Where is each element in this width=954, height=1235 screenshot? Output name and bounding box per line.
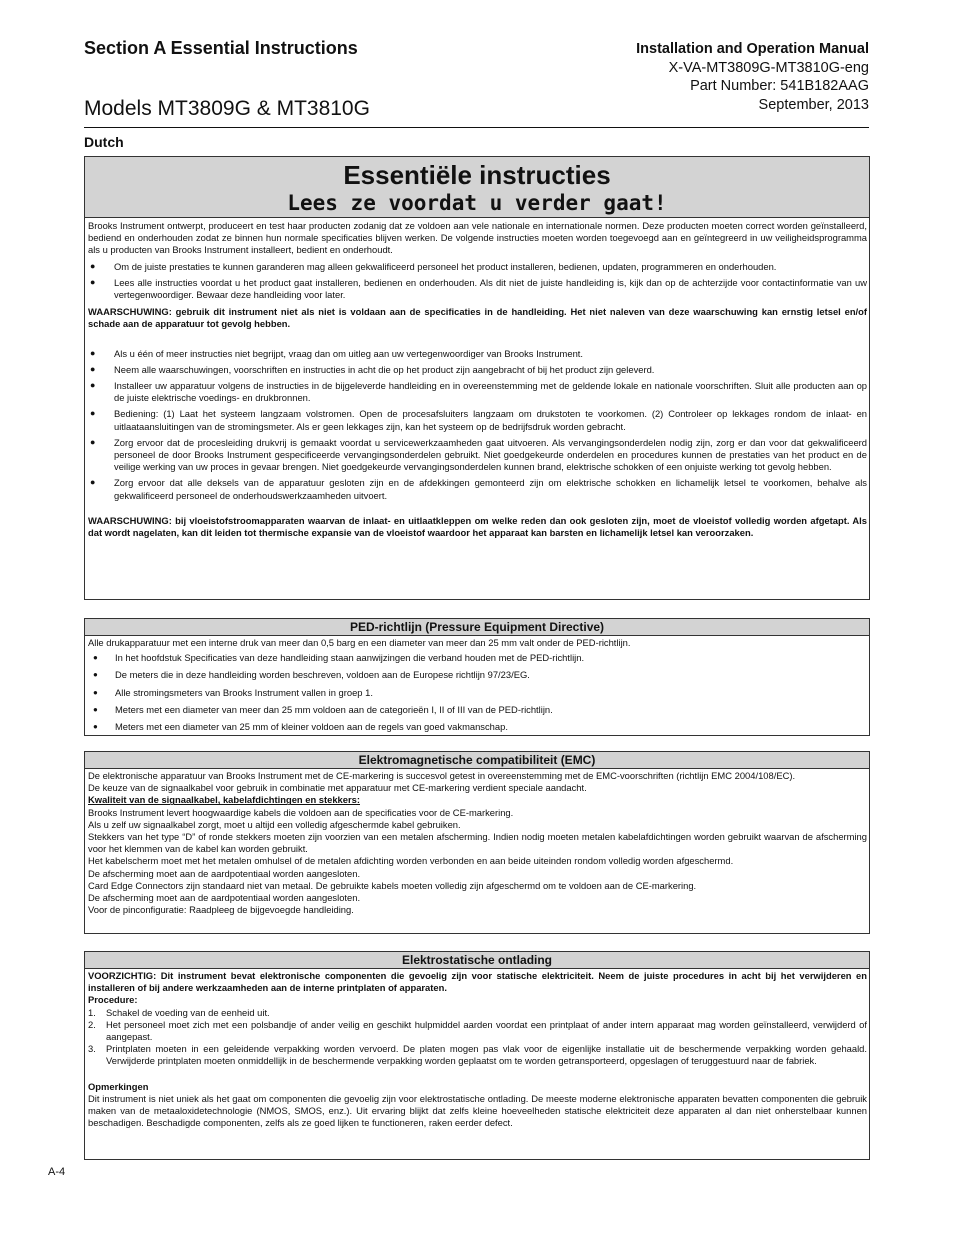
list-item: ● Om de juiste prestaties te kunnen garanderen mag alleen gekwalificeerd personeel het product installeren, bedienen, updaten, programmeren en onderhouden.	[90, 260, 777, 272]
list-item: ● Lees alle instructies voordat u het product gaat installeren, bedienen en onderhouden. Als dit niet de juiste handleiding is, kijk dan op de achterzijde voor contactinformatie van uw vertegenwoordiger. Bewaar deze handleiding voor later.	[90, 276, 867, 301]
emc-paragraph: Voor de pinconfiguratie: Raadpleeg de bijgevoegde handleiding.	[88, 904, 354, 916]
manual-title: Installation and Operation Manual	[636, 41, 869, 57]
procedure-step: 1. Schakel de voeding van de eenheid uit.	[88, 1006, 270, 1018]
manual-info	[636, 40, 869, 114]
esd-notes: Dit instrument is niet uniek als het gaat om componenten die gevoelig zijn voor elektrostatische ontlading. De meeste moderne elektronische apparaten bevatten componenten die gebruik maken van de metaaloxidetechnologie (NMOS, SMOS, enz.). Uit ervaring blijkt dat zelfs kleine hoeveelheden statische elektriciteit deze apparaten al dan niet onherstelbaar kunnen beschadigen. Beschadigde componenten, zelfs als ze goed lijken te functioneren, raken eerder defect.	[88, 1092, 867, 1129]
emc-paragraph: De keuze van de signaalkabel voor gebruik in combinatie met apparatuur met CE-markering verdient speciale aandacht.	[88, 782, 587, 794]
list-item: ● Als u één of meer instructies niet begrijpt, vraag dan om uitleg aan uw vertegenwoordiger van Brooks Instrument.	[90, 347, 583, 359]
bullet-icon: ●	[90, 380, 96, 391]
list-item: ● Installeer uw apparatuur volgens de instructies in de bijgeleverde handleiding en in overeenstemming met de geldende lokale en nationale voorschriften. Sluit alle producten aan op de juiste elektrische voedings- en drukbronnen.	[90, 380, 867, 404]
warning-2: WAARSCHUWING: bij vloeistofstroomapparaten waarvan de inlaat- en uitlaatkleppen om welke reden dan ook gesloten zijn, moet de vloeistof volledig worden afgetapt. Als dat wordt nagelaten, kan dit leiden tot thermische expansie van de vloeistof waardoor het apparaat kan barsten en lichamelijk letsel kan veroorzaken.	[88, 514, 867, 539]
essentials-body	[85, 218, 869, 541]
essentials-subtitle: Lees ze voordat u verder gaat!	[287, 191, 667, 215]
bullet-icon: ●	[90, 276, 96, 287]
bullet-icon: ●	[93, 704, 98, 714]
bullet-icon: ●	[90, 347, 96, 358]
models-title: Models MT3809G & MT3810G	[84, 97, 370, 120]
emc-paragraph: De afscherming moet aan de aardpotentiaal worden aangesloten.	[88, 892, 361, 904]
emc-paragraph: De elektronische apparatuur van Brooks Instrument met de CE-markering is succesvol getest in overeenstemming met de EMC-voorschriften (richtlijn EMC 2004/108/EC).	[88, 770, 796, 781]
notes-label: Opmerkingen	[88, 1080, 149, 1092]
bullet-icon: ●	[93, 653, 98, 663]
list-item: ● Alle stromingsmeters van Brooks Instrument vallen in groep 1.	[93, 686, 373, 698]
bullet-icon: ●	[90, 408, 96, 419]
esd-caution: VOORZICHTIG: Dit instrument bevat elektronische componenten die gevoelig zijn voor statische elektriciteit. Neem de juiste procedures in acht bij het verwijderen en installeren of bij andere werkzaamheden aan de interne printplaten of apparaten.	[88, 970, 867, 994]
bullet-icon: ●	[93, 722, 98, 732]
warning-1: WAARSCHUWING: gebruik dit instrument niet als niet is voldaan aan de specificaties in de handleiding. Het niet naleven van deze waarschuwing kan ernstig letsel en/of schade aan de apparatuur tot gevolg hebben.	[88, 306, 867, 330]
essential-instructions-box	[84, 156, 870, 600]
list-item: ● In het hoofdstuk Specificaties van deze handleiding staan aanwijzingen die verband houden met de PED-richtlijn.	[93, 652, 585, 664]
emc-paragraph: Card Edge Connectors zijn standaard niet van metaal. De gebruikte kabels moeten volledig zijn afgeschermd om te voldoen aan de CE-markering.	[88, 879, 697, 891]
bullet-icon: ●	[90, 260, 96, 271]
ped-title: PED-richtlijn (Pressure Equipment Directive)	[85, 619, 869, 636]
ped-box	[84, 618, 870, 736]
emc-paragraph: Brooks Instrument levert hoogwaardige kabels die voldoen aan de specificaties voor de CE-markering.	[88, 806, 514, 818]
bullet-icon: ●	[90, 436, 96, 447]
page-number: A-4	[48, 1166, 66, 1178]
header-divider	[84, 127, 869, 128]
bullet-icon: ●	[90, 477, 96, 488]
esd-title: Elektrostatische ontlading	[85, 952, 869, 969]
esd-box	[84, 951, 870, 1160]
emc-paragraph: De afscherming moet aan de aardpotentiaal worden aangesloten.	[88, 867, 361, 879]
list-item: ● Meters met een diameter van 25 mm of kleiner voldoen aan de regels van goed vakmanschap.	[93, 721, 508, 733]
doc-number: X-VA-MT3809G-MT3810G-eng	[668, 59, 869, 76]
bullet-icon: ●	[90, 363, 96, 374]
emc-box	[84, 751, 870, 934]
procedure-step: 2. Het personeel moet zich met een polsbandje of ander veilig en geschikt hulpmiddel aarden voordat een printplaat of ander intern apparaat mag worden geïnstalleerd, verwijderd of aangepast.	[88, 1018, 867, 1043]
esd-body	[85, 969, 869, 1131]
list-item: ● De meters die in deze handleiding worden beschreven, voldoen aan de Europese richtlijn 97/23/EG.	[93, 669, 530, 681]
list-item: ● Meters met een diameter van meer dan 25 mm voldoen aan de categorieën I, II of III van de PED-richtlijn.	[93, 703, 553, 715]
bullet-icon: ●	[93, 687, 98, 697]
procedure-label: Procedure:	[88, 994, 138, 1006]
language-label: Dutch	[84, 134, 124, 150]
publication-date: September, 2013	[758, 96, 869, 113]
section-title: Section A Essential Instructions	[84, 38, 358, 58]
bullet-icon: ●	[93, 670, 98, 680]
essentials-title: Essentiële instructies	[343, 160, 611, 190]
emc-paragraph: Als u zelf uw signaalkabel zorgt, moet u altijd een volledig afgeschermde kabel gebruiken.	[88, 818, 461, 830]
list-item: ● Zorg ervoor dat alle deksels van de apparatuur gesloten zijn en de afdekkingen gemonteerd zijn om elektrische schokken en lichamelijk letsel te voorkomen, behalve als gekwalificeerd personeel de onderhoudswerkzaamheden uitvoert.	[90, 477, 867, 501]
ped-intro: Alle drukapparatuur met een interne druk van meer dan 0,5 barg en een diameter van meer dan 25 mm valt onder de PED-richtlijn.	[88, 637, 631, 648]
essentials-intro: Brooks Instrument ontwerpt, produceert en test haar producten zodanig dat ze voldoen aan vele nationale en internationale normen. Deze producten moeten correct worden geïnstalleerd, bediend en onderhouden zodat ze binnen hun normale specificaties blijven werken. De volgende instructies moeten worden toegevoegd aan en geïntegreerd in uw veiligheidsprogramma als u producten van Brooks Instrument installeert, bedient en onderhoudt.	[88, 220, 867, 256]
emc-body	[85, 769, 869, 918]
list-item: ● Neem alle waarschuwingen, voorschriften en instructies in acht die op het product zijn aangebracht of bij het product zijn geleverd.	[90, 363, 655, 375]
emc-quality-heading: Kwaliteit van de signaalkabel, kabelafdichtingen en stekkers:	[88, 794, 360, 806]
essential-instructions-banner	[85, 157, 869, 218]
list-item: ● Bediening: (1) Laat het systeem langzaam volstromen. Open de procesafsluiters langzaam om drukstoten te voorkomen. (2) Controleer op lekkages rondom de inlaat- en uitlaataansluitingen van de stromingsmeter. Als er geen lekkages zijn, kan het systeem op de bedrijfsdruk worden gebracht.	[90, 408, 867, 432]
procedure-step: 3. Printplaten moeten in een geleidende verpakking worden vervoerd. De platen mogen pas vlak voor de eigenlijke installatie uit de beschermende verpakking worden gehaald. Verwijderde printplaten moeten onmiddellijk in de beschermende verpakking worden geplaatst om te worden getransporteerd, opgeslagen of teruggestuurd naar de fabriek.	[88, 1043, 867, 1067]
emc-paragraph: Het kabelscherm moet met het metalen omhulsel of de metalen afdichting worden verbonden en aan beide uiteinden rondom volledig worden afgeschermd.	[88, 855, 734, 867]
list-item: ● Zorg ervoor dat de procesleiding drukvrij is gemaakt voordat u servicewerkzaamheden gaat uitvoeren. Als vervangingsonderdelen nodig zijn, zorg er dan voor dat gekwalificeerd personeel de door Brooks Instrument gespecificeerde vervangingsonderdelen gebruikt. Niet goedgekeurde onderdelen en procedures kunnen de prestaties van het product en de veilige werking van uw proces in gevaar brengen. Niet goedgekeurde vervangingsonderdelen kunnen brand, elektrische schokken of een onjuiste werking tot gevolg hebben.	[90, 436, 867, 473]
ped-body	[85, 636, 869, 735]
emc-title: Elektromagnetische compatibiliteit (EMC)	[85, 752, 869, 769]
part-number: Part Number: 541B182AAG	[690, 78, 869, 94]
emc-paragraph: Stekkers van het type “D” of ronde stekkers moeten zijn voorzien van een metalen afscherming. Indien nodig moeten metalen kabelafdichtingen worden gebruikt waarvan de afscherming voor het klemmen van de kabel kan worden gebruikt.	[88, 831, 867, 855]
